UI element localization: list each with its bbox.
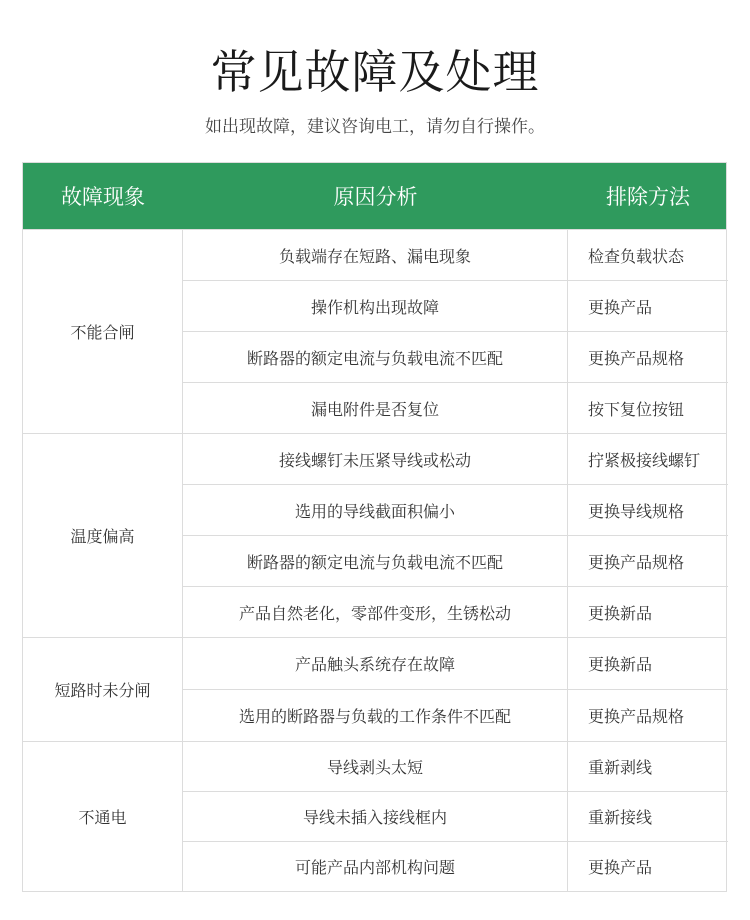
cause-cell: 导线剥头太短 [183, 742, 568, 791]
cause-cell: 操作机构出现故障 [183, 281, 568, 331]
table-row [183, 230, 728, 280]
header-cause: 原因分析 [333, 185, 418, 209]
solution-cell: 按下复位按钮 [588, 399, 685, 419]
page-title: 常见故障及处理 [210, 45, 540, 99]
solution-cell: 更换产品 [588, 297, 653, 317]
fault-table [22, 162, 727, 892]
table-row [183, 484, 728, 535]
header-phenomenon: 故障现象 [61, 185, 145, 209]
cause-cell: 导线未插入接线框内 [183, 792, 568, 841]
table-row [183, 586, 728, 637]
fault-phenomenon: 不通电 [23, 742, 183, 891]
table-row [183, 791, 728, 841]
solution-cell: 检查负载状态 [588, 246, 685, 266]
table-row [183, 638, 728, 689]
fault-group [23, 229, 726, 433]
fault-phenomenon: 短路时未分闸 [23, 638, 183, 741]
cause-cell: 可能产品内部机构问题 [183, 842, 568, 891]
cause-cell: 接线螺钉未压紧导线或松动 [183, 434, 568, 484]
cause-cell: 漏电附件是否复位 [183, 383, 568, 433]
solution-cell: 更换新品 [588, 603, 653, 623]
solution-cell: 更换产品 [588, 858, 653, 877]
cause-cell: 断路器的额定电流与负载电流不匹配 [183, 332, 568, 382]
fault-phenomenon: 温度偏高 [23, 434, 183, 637]
table-row [183, 689, 728, 741]
solution-cell: 更换产品规格 [588, 707, 685, 726]
solution-cell: 更换产品规格 [588, 552, 685, 572]
cause-cell: 选用的断路器与负载的工作条件不匹配 [183, 690, 568, 741]
table-header [23, 163, 726, 229]
solution-cell: 更换产品规格 [588, 348, 685, 368]
cause-cell: 断路器的额定电流与负载电流不匹配 [183, 536, 568, 586]
cause-cell: 产品自然老化，零部件变形，生锈松动 [183, 587, 568, 637]
table-row [183, 742, 728, 791]
cause-cell: 负载端存在短路、漏电现象 [183, 230, 568, 280]
table-row [183, 382, 728, 433]
table-row [183, 331, 728, 382]
table-row [183, 280, 728, 331]
solution-cell: 重新剥线 [588, 758, 653, 777]
solution-cell: 拧紧极接线螺钉 [588, 450, 701, 470]
solution-cell: 重新接线 [588, 808, 653, 827]
fault-group [23, 741, 726, 891]
fault-group [23, 433, 726, 637]
table-row [183, 535, 728, 586]
cause-cell: 产品触头系统存在故障 [183, 638, 568, 689]
table-row [183, 434, 728, 484]
fault-phenomenon: 不能合闸 [23, 230, 183, 433]
cause-cell: 选用的导线截面积偏小 [183, 485, 568, 535]
header-solution: 排除方法 [606, 185, 690, 209]
fault-group [23, 637, 726, 741]
table-row [183, 841, 728, 891]
solution-cell: 更换导线规格 [588, 501, 685, 521]
page-subtitle: 如出现故障，建议咨询电工，请勿自行操作。 [205, 117, 545, 137]
solution-cell: 更换新品 [588, 655, 653, 674]
